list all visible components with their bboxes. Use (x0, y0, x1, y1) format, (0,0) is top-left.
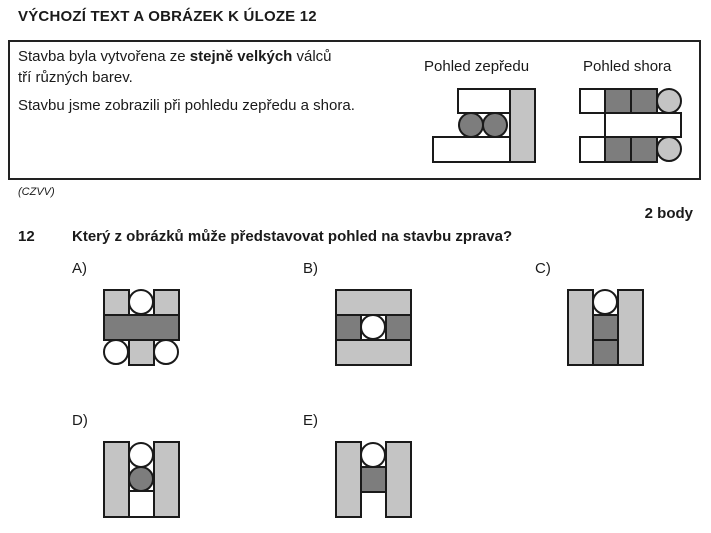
intro-paragraph-2: Stavbu jsme zobrazili při pohledu zepředu a shora. (18, 97, 355, 114)
intro-line1-post: válců (292, 48, 332, 65)
source-note: (CZVV) (18, 186, 55, 198)
question-text: Který z obrázků může představovat pohled na stavbu zprava? (72, 228, 513, 245)
section-heading: VÝCHOZÍ TEXT A OBRÁZEK K ÚLOZE 12 (18, 8, 317, 25)
top-view-label: Pohled shora (583, 58, 672, 75)
intro-paragraph-1 (18, 46, 332, 88)
front-view-label: Pohled zepředu (424, 58, 530, 75)
option-d-label[interactable]: D) (72, 412, 88, 429)
option-b-label[interactable]: B) (303, 260, 318, 277)
option-a-label[interactable]: A) (72, 260, 87, 277)
intro-line1-bold: stejně velkých (189, 48, 293, 65)
intro-line1-pre: Stavba byla vytvořena ze (18, 48, 190, 65)
intro-line2: tří různých barev. (18, 69, 133, 86)
option-e-label[interactable]: E) (303, 412, 318, 429)
question-number: 12 (18, 228, 35, 245)
points-label: 2 body (644, 205, 693, 222)
option-c-label[interactable]: C) (535, 260, 551, 277)
